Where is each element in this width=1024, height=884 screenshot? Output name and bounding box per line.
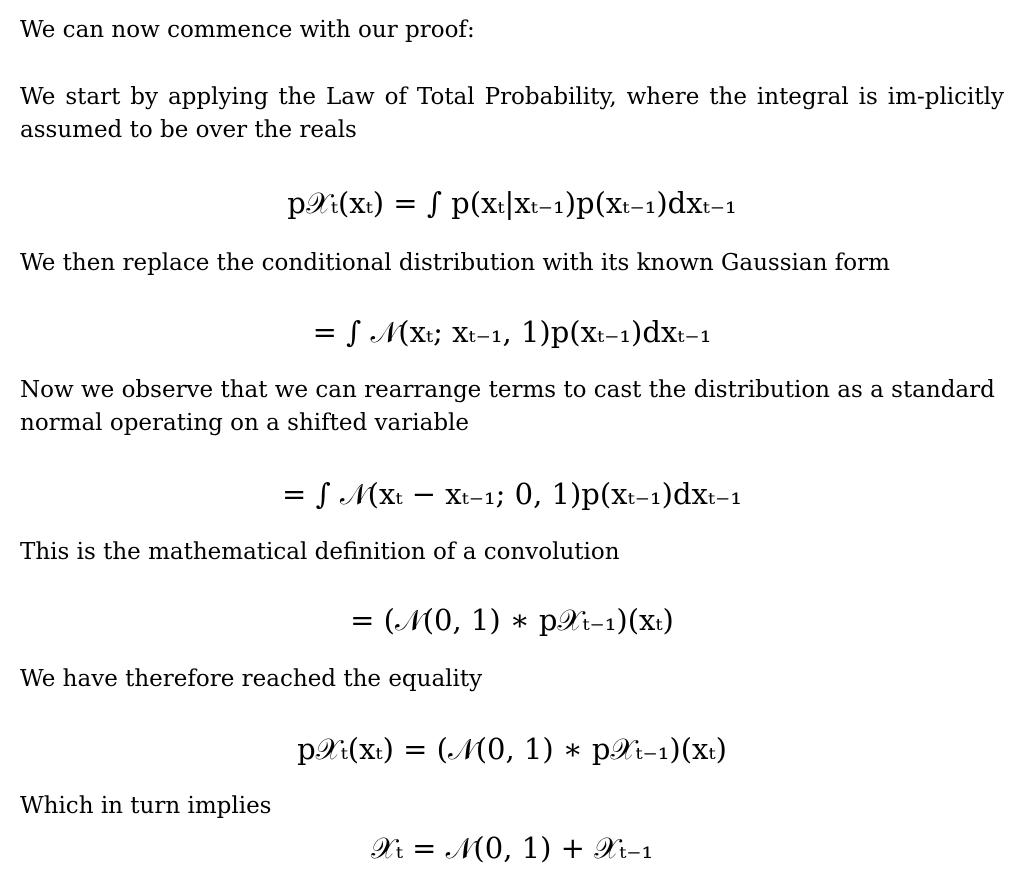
equation-implication — [0, 828, 1024, 868]
equation-gaussian-form — [0, 312, 1024, 352]
equation-text: = ∫ 𝒩(xₜ; xₜ₋₁, 1)p(xₜ₋₁)dxₜ₋₁ — [312, 315, 712, 349]
equation-total-probability — [0, 183, 1024, 223]
convolution-definition-paragraph: This is the mathematical definition of a convolution — [20, 539, 620, 565]
equation-text: = (𝒩(0, 1) ∗ p𝒳ₜ₋₁)(xₜ) — [350, 603, 674, 637]
intro-paragraph: We can now commence with our proof: — [20, 17, 475, 43]
equality-paragraph: We have therefore reached the equality — [20, 666, 483, 692]
equation-shifted-variable — [0, 474, 1024, 514]
equation-text: p𝒳ₜ(xₜ) = (𝒩(0, 1) ∗ p𝒳ₜ₋₁)(xₜ) — [297, 732, 727, 766]
total-probability-paragraph: We start by applying the Law of Total Probability, where the integral is im-plicitly assumed to be over the reals — [20, 84, 1004, 143]
equation-convolution — [0, 600, 1024, 640]
rearrange-terms-paragraph: Now we observe that we can rearrange terms to cast the distribution as a standard normal operating on a shifted variable — [20, 377, 995, 436]
gaussian-form-paragraph: We then replace the conditional distribution with its known Gaussian form — [20, 250, 890, 276]
equation-equality — [0, 729, 1024, 769]
equation-text: = ∫ 𝒩(xₜ − xₜ₋₁; 0, 1)p(xₜ₋₁)dxₜ₋₁ — [282, 477, 742, 511]
equation-text: 𝒳ₜ = 𝒩(0, 1) + 𝒳ₜ₋₁ — [370, 831, 654, 865]
implication-paragraph: Which in turn implies — [20, 793, 272, 819]
equation-text: p𝒳ₜ(xₜ) = ∫ p(xₜ|xₜ₋₁)p(xₜ₋₁)dxₜ₋₁ — [287, 186, 737, 220]
